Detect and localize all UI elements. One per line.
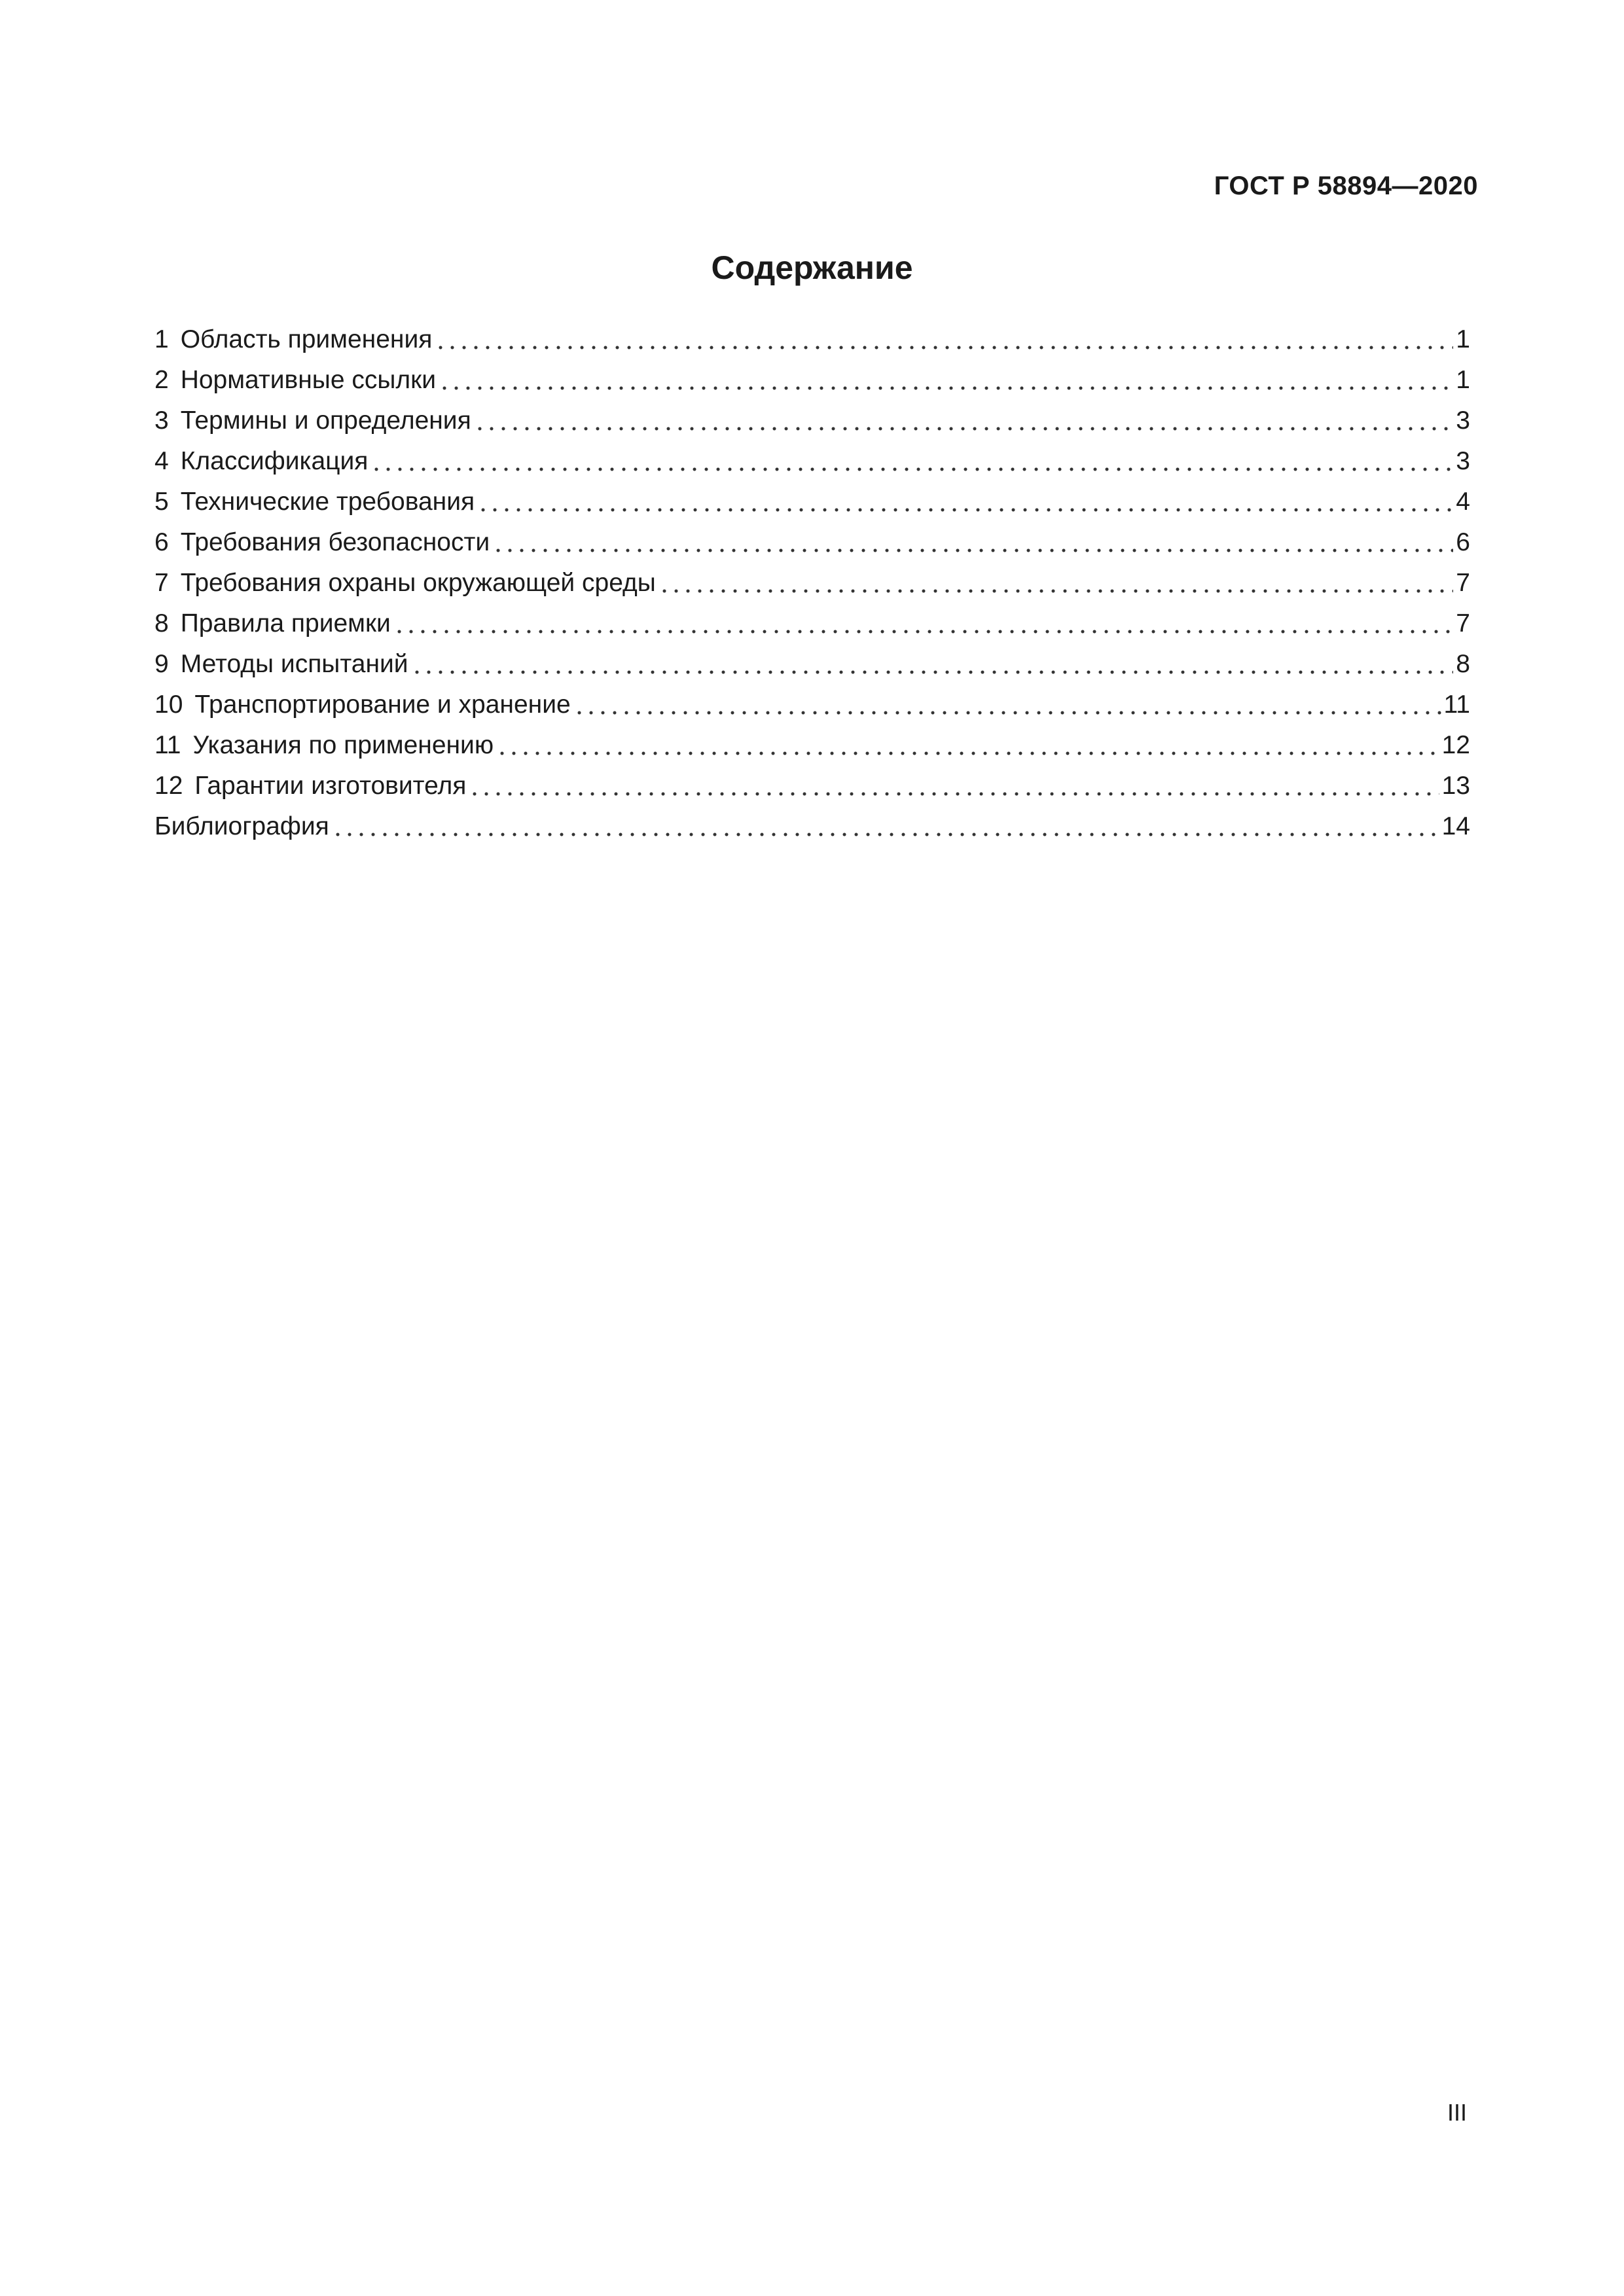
toc-entry-9[interactable] [154, 644, 1470, 685]
toc-dot-leader [469, 778, 1439, 797]
toc-entry-3[interactable] [154, 401, 1470, 441]
toc-entry-label: Правила приемки [180, 609, 391, 637]
toc-entry-page: 1 [1456, 325, 1470, 353]
toc-entry-number: 11 [154, 731, 181, 759]
toc-entry-number: 9 [154, 650, 169, 678]
toc-entry-7[interactable] [154, 563, 1470, 603]
toc-entry-label: Библиография [154, 812, 329, 840]
toc-entry-page: 14 [1441, 812, 1470, 840]
toc-entry-number: 7 [154, 569, 169, 597]
toc-entry-8[interactable] [154, 603, 1470, 644]
toc-entry-page: 7 [1456, 569, 1470, 597]
toc-dot-leader [659, 575, 1453, 594]
toc-dot-leader [435, 331, 1453, 351]
toc-entry-number: 1 [154, 325, 169, 353]
toc-entry-1[interactable] [154, 319, 1470, 360]
toc-entry-page: 1 [1456, 366, 1470, 394]
toc-dot-leader [439, 372, 1453, 391]
toc-entry-6[interactable] [154, 522, 1470, 563]
toc-entry-number: 6 [154, 528, 169, 556]
toc-entry-11[interactable] [154, 725, 1470, 766]
toc-entry-5[interactable] [154, 482, 1470, 522]
toc-entry-12[interactable] [154, 766, 1470, 806]
toc-entry-label: Термины и определения [180, 406, 471, 435]
toc-entry-10[interactable] [154, 685, 1470, 725]
toc-entry-number: 4 [154, 447, 169, 475]
toc-entry-number: 5 [154, 488, 169, 516]
toc-dot-leader [474, 412, 1454, 432]
toc-dot-leader [393, 615, 1453, 635]
toc-entry-label: Технические требования [180, 488, 475, 516]
toc-entry-number: 2 [154, 366, 169, 394]
toc-entry-page: 12 [1441, 731, 1470, 759]
toc-entry-page: 8 [1456, 650, 1470, 678]
toc-title: Содержание [711, 249, 913, 286]
toc-dot-leader [492, 534, 1453, 554]
toc-entry-label: Требования охраны окружающей среды [180, 569, 656, 597]
toc-entry-label: Гарантии изготовителя [194, 772, 467, 800]
toc-entry-page: 3 [1456, 406, 1470, 435]
toc-entry-page: 7 [1456, 609, 1470, 637]
toc-dot-leader [573, 696, 1441, 716]
toc-dot-leader [496, 737, 1439, 757]
toc-entry-label: Требования безопасности [180, 528, 490, 556]
toc-dot-leader [370, 453, 1453, 473]
toc-entry-4[interactable] [154, 441, 1470, 482]
toc-entry-page: 13 [1441, 772, 1470, 800]
toc-entry-label: Классификация [180, 447, 369, 475]
toc-entry-number: 8 [154, 609, 169, 637]
toc-entry-label: Методы испытаний [180, 650, 408, 678]
toc-dot-leader [411, 656, 1454, 675]
toc-entry-label: Указания по применению [192, 731, 494, 759]
toc-entry-page: 4 [1456, 488, 1470, 516]
document-code: ГОСТ Р 58894—2020 [1214, 171, 1478, 200]
toc-entry-label: Нормативные ссылки [180, 366, 436, 394]
table-of-contents [154, 319, 1470, 847]
toc-entry-page: 11 [1443, 691, 1470, 719]
toc-entry-label: Область применения [180, 325, 433, 353]
toc-entry-number: 3 [154, 406, 169, 435]
toc-dot-leader [332, 818, 1439, 838]
page-number: III [1447, 2099, 1467, 2126]
toc-entry-label: Транспортирование и хранение [194, 691, 571, 719]
toc-entry-number: 12 [154, 772, 183, 800]
toc-entry-number: 10 [154, 691, 183, 719]
toc-entry-page: 6 [1456, 528, 1470, 556]
toc-dot-leader [477, 493, 1453, 513]
toc-entry-2[interactable] [154, 360, 1470, 401]
toc-entry-page: 3 [1456, 447, 1470, 475]
toc-entry-bibliography[interactable] [154, 806, 1470, 847]
